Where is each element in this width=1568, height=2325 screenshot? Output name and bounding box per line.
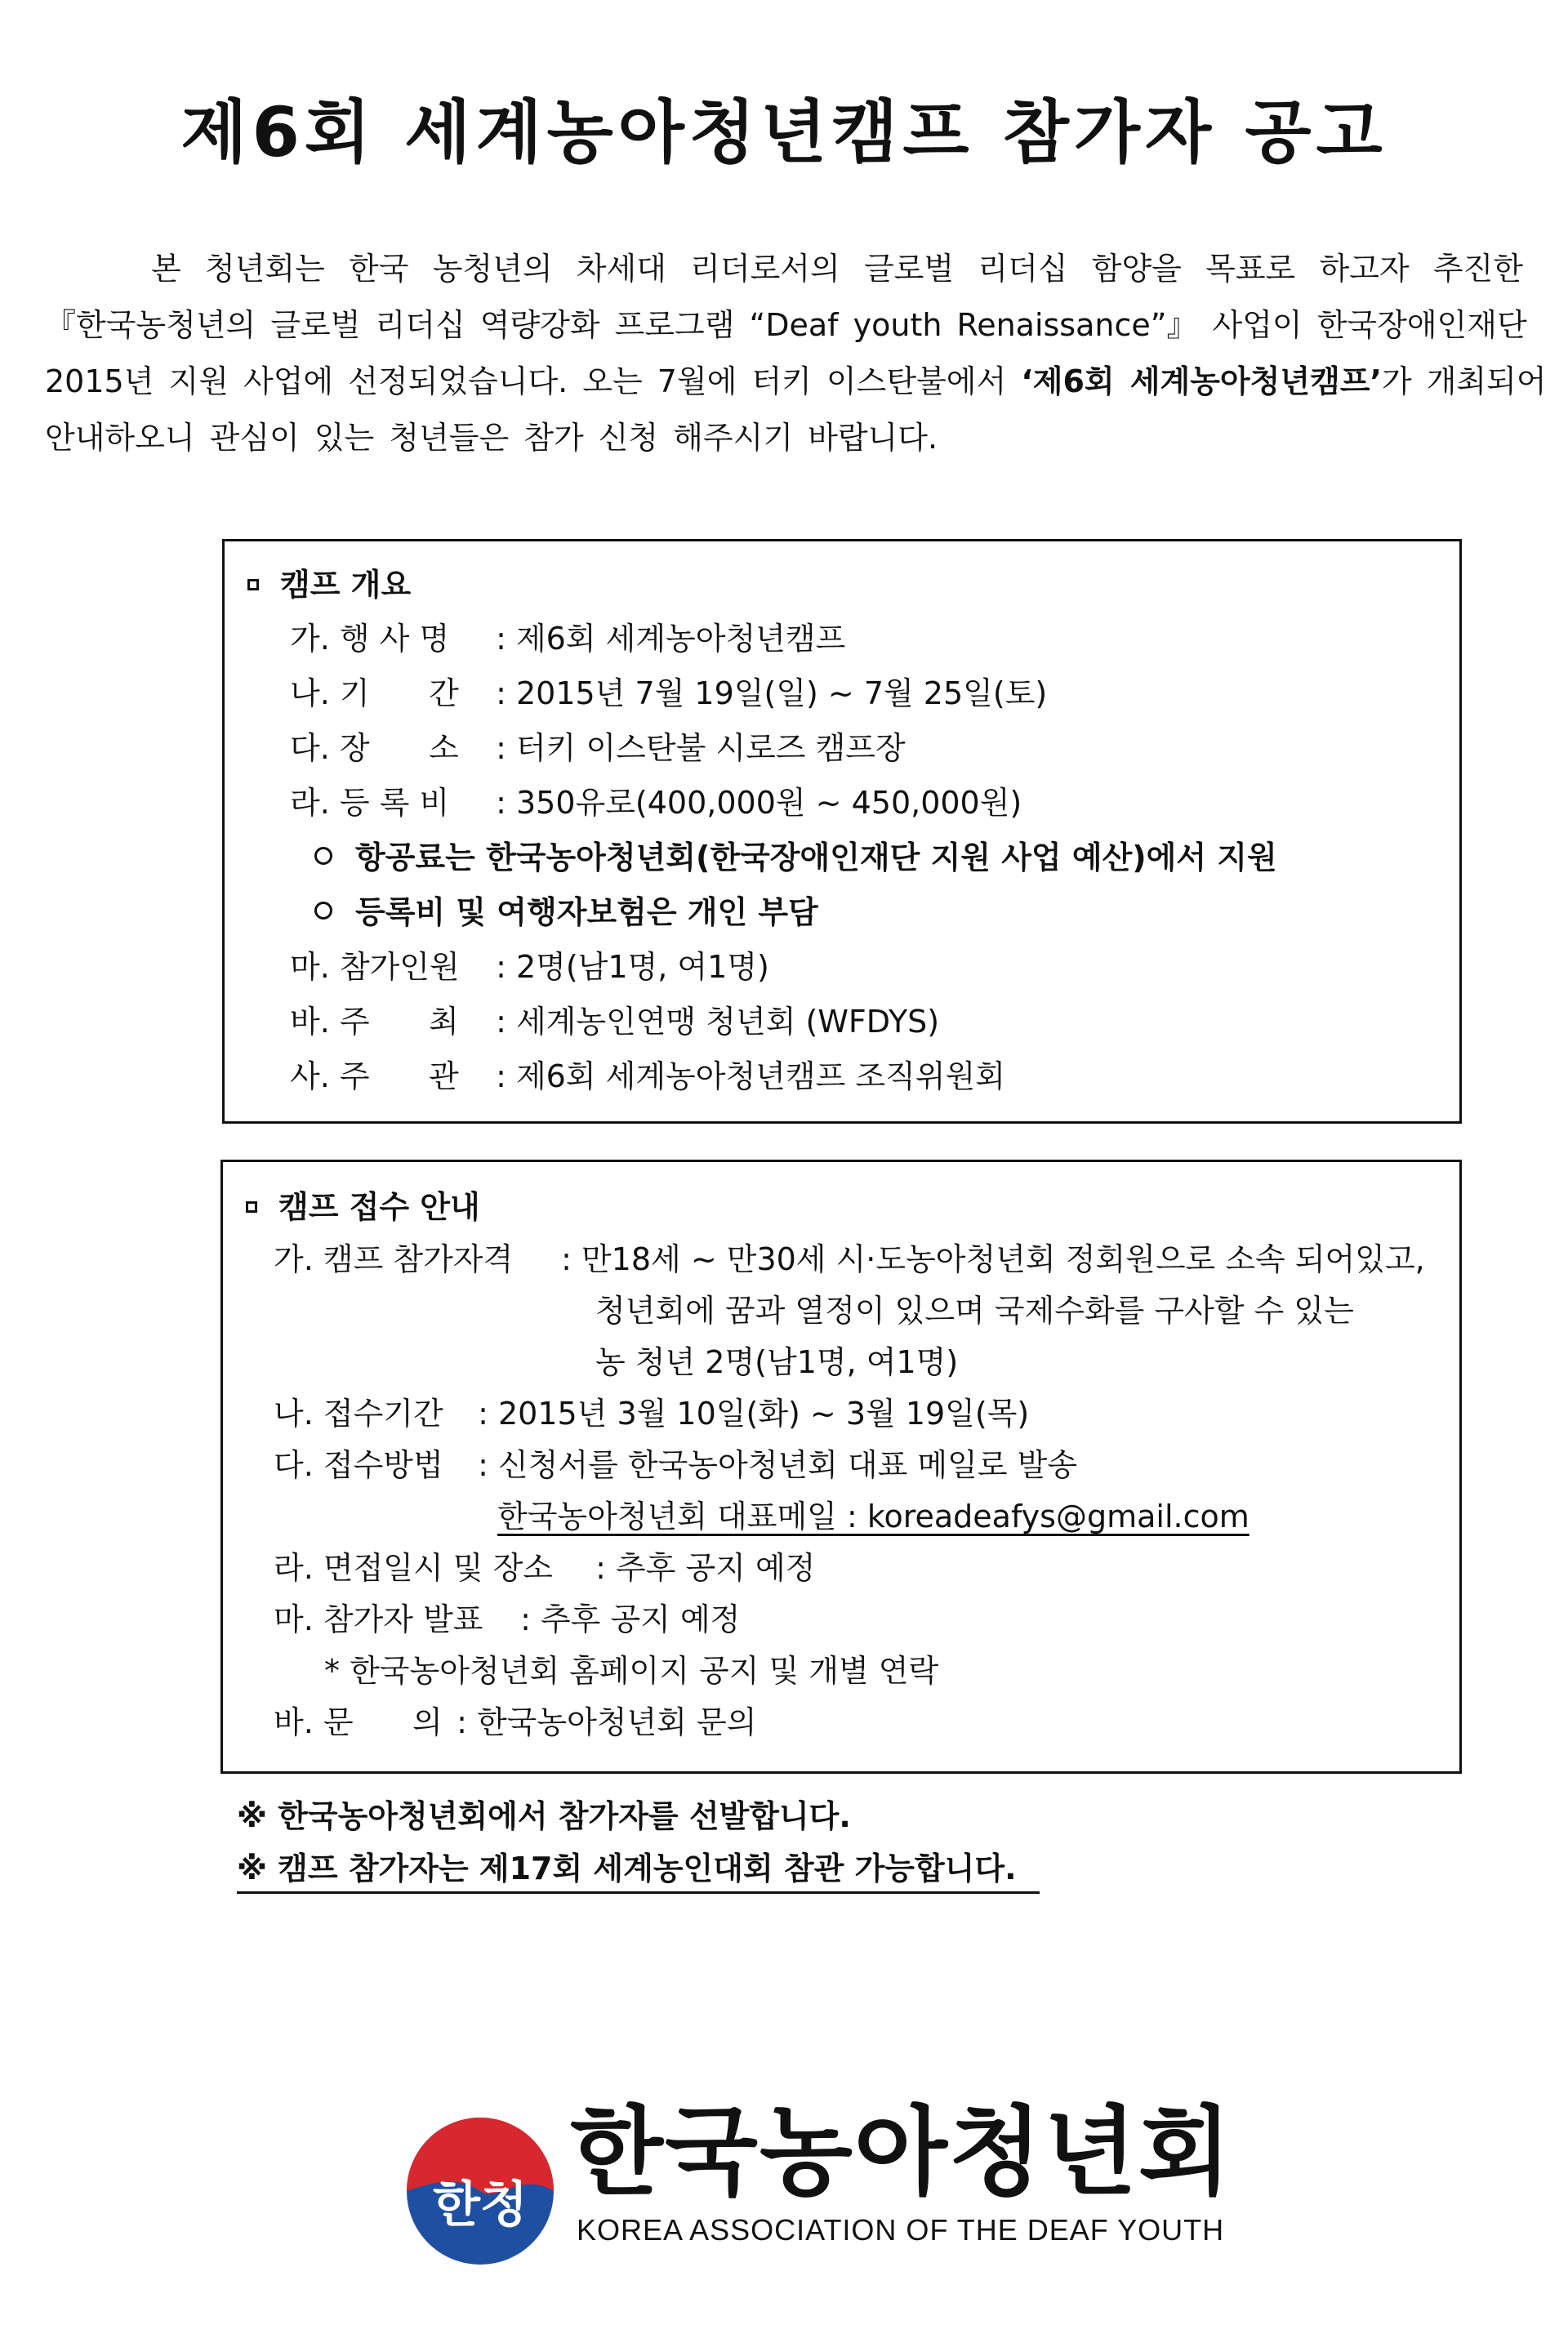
intro-paragraph (45, 241, 1547, 466)
qualification-line: 농 청년 2명(남1명, 여1명) (595, 1344, 959, 1380)
colon: : (486, 1058, 516, 1094)
interview-row (274, 1543, 1425, 1594)
circle-bullet-icon (314, 847, 332, 865)
item-label: 바. 문 의 (274, 1704, 443, 1740)
overview-item (290, 995, 1277, 1049)
colon: : (486, 1004, 516, 1040)
colon: : (510, 1601, 541, 1637)
email-link[interactable]: 한국농아청년회 대표메일 : koreadeafys@gmail.com (497, 1499, 1250, 1534)
emblem-text: 한청 (433, 2176, 528, 2234)
logo-name-english: KOREA ASSOCIATION OF THE DEAF YOUTH (577, 2213, 1225, 2247)
item-label: 라. 면접일시 및 장소 (274, 1550, 553, 1586)
overview-box (222, 539, 1462, 1124)
email-row (274, 1491, 1425, 1543)
item-value: 제6회 세계농아청년캠프 조직위원회 (515, 1058, 1005, 1094)
overview-item (290, 940, 1277, 995)
intro-line-2: 『한국농청년의 글로벌 리더십 역량강화 프로그램 “Deaf youth Renaissance”』 사업이 한국장애인재단 (45, 307, 1527, 343)
item-value: 터키 이스탄불 시로즈 캠프장 (515, 730, 906, 766)
intro-line-3c: 가 개최되어 (1381, 363, 1547, 399)
item-label: 가. 캠프 참가자격 (274, 1241, 514, 1277)
square-bullet-icon (246, 1201, 257, 1213)
colon: : (486, 730, 516, 766)
logo-name-korean: 한국농아청년회 (570, 2096, 1233, 2208)
announce-row (274, 1594, 1425, 1646)
overview-item (290, 776, 1277, 831)
colon: : (486, 949, 516, 985)
item-label: 라. 등 록 비 (290, 785, 450, 821)
item-value: 신청서를 한국농아청년회 대표 메일로 발송 (497, 1447, 1078, 1483)
item-value: 제6회 세계농아청년캠프 (515, 621, 846, 657)
colon: : (468, 1396, 498, 1432)
inquiry-row (274, 1697, 1425, 1748)
overview-item (290, 612, 1277, 666)
item-label: 바. 주 최 (290, 1004, 459, 1040)
overview-subitem (290, 831, 1277, 885)
circle-bullet-icon (314, 902, 332, 920)
intro-line-1: 본 청년회는 한국 농청년의 차세대 리더로서의 글로벌 리더십 함양을 목표로 하고자 추진한 (151, 251, 1523, 287)
qualification-row (274, 1234, 1425, 1285)
item-value: 2015년 3월 10일(화) ~ 3월 19일(목) (497, 1396, 1030, 1432)
subitem-text: 등록비 및 여행자보험은 개인 부담 (355, 894, 818, 930)
item-value: 세계농인연맹 청년회 (WFDYS) (515, 1004, 940, 1040)
item-label: 다. 접수방법 (274, 1447, 443, 1483)
overview-item (290, 1049, 1277, 1104)
item-label: 사. 주 관 (290, 1058, 459, 1094)
overview-item (290, 721, 1277, 776)
qualification-line: 청년회에 꿈과 열정이 있으며 국제수화를 구사할 수 있는 (595, 1293, 1354, 1329)
emblem-icon (399, 2113, 562, 2269)
overview-subitem (290, 885, 1277, 940)
registration-heading-text: 캠프 접수 안내 (278, 1189, 480, 1225)
item-value: 2명(남1명, 여1명) (515, 949, 769, 985)
item-value: 2015년 7월 19일(일) ~ 7월 25일(토) (515, 675, 1048, 711)
colon: : (447, 1704, 477, 1740)
colon: : (468, 1447, 498, 1483)
organization-logo (399, 2096, 1233, 2262)
intro-line-3 (45, 354, 1547, 410)
colon: : (486, 785, 516, 821)
note-1: ※ 한국농아청년회에서 참가자를 선발합니다. (237, 1798, 851, 1834)
period-row (274, 1388, 1425, 1440)
colon: : (586, 1550, 616, 1586)
item-value: 한국농아청년회 문의 (476, 1704, 757, 1740)
square-bullet-icon (247, 579, 259, 590)
item-label: 나. 기 간 (290, 675, 459, 711)
overview-item (290, 666, 1277, 721)
item-value: 추후 공지 예정 (540, 1601, 741, 1637)
colon: : (486, 675, 516, 711)
item-label: 다. 장 소 (290, 730, 459, 766)
colon: : (551, 1241, 581, 1277)
item-label: 마. 참가자 발표 (274, 1601, 483, 1637)
item-value: 350유로(400,000원 ~ 450,000원) (515, 785, 1022, 821)
note-2: ※ 캠프 참가자는 제17회 세계농인대회 참관 가능합니다. (237, 1846, 1040, 1894)
announce-note: * 한국농아청년회 홈페이지 공지 및 개별 연락 (324, 1653, 939, 1689)
item-label: 가. 행 사 명 (290, 621, 450, 657)
subitem-text: 항공료는 한국농아청년회(한국장애인재단 지원 사업 예산)에서 지원 (355, 840, 1277, 875)
intro-line-3a: 2015년 지원 사업에 선정되었습니다. 오는 7월에 터키 이스탄불에서 (45, 363, 1022, 399)
registration-box (220, 1160, 1462, 1774)
notes (237, 1790, 1040, 1895)
item-value: 추후 공지 예정 (615, 1550, 816, 1586)
colon: : (486, 621, 516, 657)
overview-heading (247, 558, 1277, 612)
item-label: 나. 접수기간 (274, 1396, 443, 1432)
overview-heading-text: 캠프 개요 (280, 567, 412, 603)
method-row (274, 1440, 1425, 1491)
camp-name-highlight: ‘제6회 세계농아청년캠프’ (1021, 363, 1382, 399)
registration-heading (246, 1180, 1425, 1234)
page-title: 제6회 세계농아청년캠프 참가자 공고 (180, 92, 1388, 172)
qualification-line: 만18세 ~ 만30세 시·도농아청년회 정회원으로 소속 되어있고, (581, 1241, 1425, 1277)
intro-line-4: 안내하오니 관심이 있는 청년들은 참가 신청 해주시기 바랍니다. (45, 420, 938, 456)
item-label: 마. 참가인원 (290, 949, 460, 985)
